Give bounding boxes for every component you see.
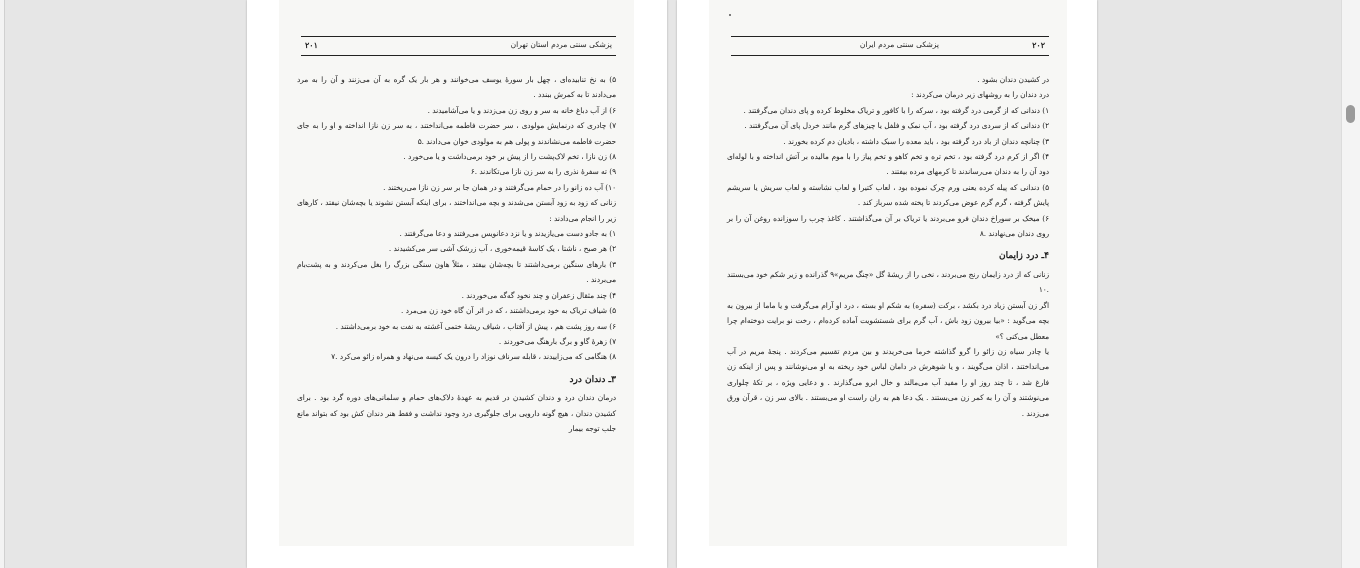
paragraph: ۵) دندانی که پیله کرده یعنی ورم چرک نموده بود ، لعاب کتیرا و لعاب نشاسته و لعاب سریش یا سریشم پایش گرفته ، گرم گرم عوض می‌کردند تا پخته شده سرباز کند . [727,182,1049,208]
page-body [727,72,1049,421]
paragraph: ۱) به جادو دست می‌یازیدند و یا نزد دعانویس می‌رفتند و دعا می‌گرفتند . [399,229,616,239]
paragraph: ۱) دندانی که از گرمی درد گرفته بود ، سرکه را با کافور و تریاک مخلوط کرده و پای دندان می‌گرفتند . [743,105,1049,115]
scanned-page-area [709,0,1067,546]
viewer-left-edge [0,0,5,568]
paragraph: زنانی که زود به زود آبستن می‌شدند و بچه می‌انداختند ، برای اینکه آبستن نشوند یا بچه‌شان نیفتد ، کارهای زیر را انجام می‌دادند : [297,198,616,223]
paragraph: ۶) میخک بر سوراخ دندان فرو می‌بردند یا تریاک بر آن می‌گذاشتند . کاغذ چرب را سوزانده روغن آن را بر روی دندان می‌نهادند .۸ [727,213,1049,239]
paragraph: ۷) چادری که درنمایش مولودی ، سر حضرت فاطمه می‌انداختند ، به سر زن نازا انداخته و او را به جای حضرت فاطمه می‌نشاندند و پولی هم به مولودی خوان می‌دادند .۵ [297,121,616,146]
page-left [247,0,667,568]
scanned-page-area [279,0,634,546]
section-heading: ۴ـ درد زایمان [998,251,1049,262]
paragraph: ۲) هر صبح ، ناشتا ، یک کاسهٔ قیمه‌خوری ، آب زرشک آشی سر می‌کشیدند . [388,244,616,254]
section-heading: ۳ـ دندان درد [569,374,616,385]
scan-speck [729,14,731,16]
paragraph: ۶) سه روز پشت هم ، پیش از آفتاب ، شیاف ریشهٔ ختمی آغشته به نفت به خود برمی‌داشتند . [335,321,616,331]
running-header [301,36,616,56]
paragraph: ۸) هنگامی که می‌زاییدند ، قابله سرناف نوزاد را درون یک کیسه می‌نهاد و همراه زائو می‌کرد .۷ [331,352,616,362]
paragraph: زنانی که از درد زایمان رنج می‌بردند ، نخی را از ریشهٔ گل «چنگ مریم»۹ گذرانده و زیر شکم خود می‌بستند .۱۰ [727,269,1049,295]
running-title: پزشکی سنتی مردم استان تهران [510,40,612,49]
paragraph: ۳) بارهای سنگین برمی‌داشتند تا بچه‌شان بیفتد ، مثلاً هاون سنگی بزرگ را بغل می‌کردند و به پشت‌بام می‌بردند . [297,259,616,285]
paragraph: در کشیدن دندان بشود . [977,75,1049,84]
paragraph: ۱۰) آب ده زانو را در حمام می‌گرفتند و در همان جا بر سر زن نازا می‌ریختند . [383,182,616,192]
paragraph: ۸) زن نازا ، تخم لاک‌پشت را از پیش بر خود برمی‌داشت و یا می‌خورد . [403,152,616,162]
paragraph: اگر زن آبستن زیاد درد بکشد ، برکت (سفره) به شکم او بسته ، درد او آرام می‌گرفت و یا ماما از بیرون به بچه می‌گوید : «بیا بیرون زود باش ، آب گرم برای شستشویت آماده کرده‌ام ، رخت نو برایت دوخته‌ام چرا معطل می‌کنی ؟» [727,300,1049,341]
paragraph: ۴) چند مثقال زعفران و چند نخود گه‌گه می‌خوردند . [461,290,616,300]
running-title: پزشکی سنتی مردم ایران [859,40,939,49]
running-header [731,36,1049,56]
scrollbar-thumb[interactable] [1346,105,1355,123]
paragraph: ۳) چنانچه دندان از باد درد گرفته بود ، باید معده را سبک داشته ، بادیان دم کرده بخورند . [783,136,1049,146]
paragraph: ۴) اگر از کرم درد گرفته بود ، تخم تره و تخم کاهو و تخم پیاز را با موم مالیده بر آتش انداخته و با لوله‌ای دود آن را به دندان می‌رساندند تا کرمهای مرده بیفتند . [727,152,1049,177]
paragraph: ۶) از آب دباغ خانه به سر و روی زن می‌زدند و یا می‌آشامیدند . [427,105,616,115]
page-body [297,72,616,436]
paragraph: ۵) به نخ تنابیده‌ای ، چهل بار سورهٔ یوسف می‌خوانند و هر بار یک گره به آن می‌زنند و آن را به مرد می‌دادند تا به کمرش ببندد . [297,75,616,100]
page-number: ۲۰۱ [305,40,318,50]
vertical-scrollbar[interactable] [1341,0,1360,568]
paragraph: ۹) ته سفرهٔ نذری را به سر زن نازا می‌تکاندند .۶ [470,167,616,177]
page-number: ۲۰۲ [1032,40,1045,50]
paragraph: ۵) شیاف تریاک به خود برمی‌داشتند ، که در اثر آن گاه خود زن می‌مرد . [400,306,616,316]
paragraph: ۲) دندانی که از سردی درد گرفته بود ، آب نمک و فلفل یا چیزهای گرم مانند خردل پای آن می‌گرفتند . [744,121,1049,131]
page-right [677,0,1097,568]
paragraph: ۷) زهرهٔ گاو و برگ بارهنگ می‌خوردند . [498,336,616,346]
paragraph: درمان دندان درد و دندان کشیدن در قدیم به عهدهٔ دلاک‌های حمام و سلمانی‌های دوره گرد بود . برای کشیدن دندان ، هیچ گونه دارویی برای جلوگیری درد وجود نداشت و فقط هنر دندان کش بود که بتواند مانع جلب توجه بیمار [297,393,616,433]
paragraph: درد دندان را به روشهای زیر درمان می‌کردند : [911,90,1049,100]
paragraph: یا چادر سیاه زن زائو را گرو گذاشته خرما می‌خریدند و بین مردم تقسیم می‌کردند . پنجهٔ مریم در آب می‌انداختند ، اذان می‌گویند ، و یا شوهرش در دامان لباس خود ریخته به او می‌نوشانند و پس از اینکه زن فارغ شد ، تا چند روز او را مفید آب می‌مالند و خال ابرو می‌گذارند . و دعایی ویژه ، بر تکهٔ چلواری می‌نوشتند و آن را به کمر زن می‌بستند . یک دعا هم به ران راست او می‌بستند . بالای سر زن ، قرآن ورق می‌زدند . [727,346,1049,418]
